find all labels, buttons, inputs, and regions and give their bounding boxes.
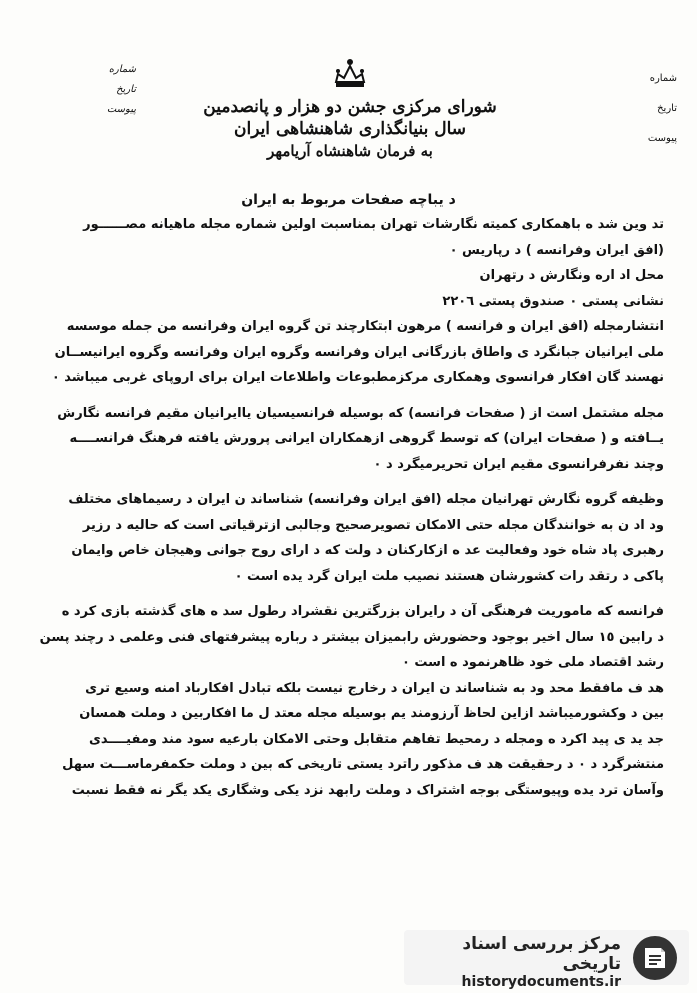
handwritten-date: تاریخ <box>116 84 136 95</box>
body-line: رشد اقتصاد ملی خود ظاهرنمود ه است ٠ <box>401 655 664 670</box>
body-line: وظیفه گروه نگارش تهرانیان مجله (افق ایران وفرانسه) شناساند ن ایران د رسیماهای مختلف <box>68 492 664 507</box>
body-line: وچند نفرفرانسوی مقیم ایران تحریرمیگرد د ٠ <box>373 456 664 472</box>
body-line: منتشرگرد د ٠ د رحقیقت هد ف مذکور راترد یستی تاریخی که بین د وملت حکمفرماســـت سهل <box>62 757 664 772</box>
crown-emblem-icon <box>330 52 370 90</box>
body-line: نشانی پستی ٠ صندوق پستی ٢٢٠٦ <box>442 293 664 309</box>
body-line: بین د وکشورمیباشد ازاین لحاظ آرزومند یم بوسیله مجله معتد ل ما افکاربین د وملت همسان <box>79 706 664 721</box>
body-line: هد ف مافقط محد ود به شناساند ن ایران د رخارج نیست بلکه تبادل افکارباد امنه وسیع تری <box>85 680 664 696</box>
handwritten-reference <box>46 60 136 120</box>
body-line: یــافته و ( صفحات ایران) که توسط گروهی ازهمکاران ایرانی پرورش یافته فرهنگ فرانســــه <box>69 431 664 446</box>
body-line: فرانسه که ماموریت فرهنگی آن د رایران بزرگترین نقشراد رطول سد ه های گذشته بازی کرد ه <box>61 604 664 619</box>
body-line: تد وین شد ه باهمکاری کمیته نگارشات تهران بمناسبت اولین شماره مجله ماهیانه مصــــــور <box>83 217 664 232</box>
motto: به فرمان شاهنشاه آریامهر <box>267 142 433 160</box>
watermark <box>404 930 689 990</box>
reference-labels <box>597 64 677 154</box>
body-line: محل اد اره ونگارش د رتهران <box>479 268 664 283</box>
number-label: شماره <box>649 73 677 84</box>
body-line: رهبری پاد شاه خود وفعالیت عد ه ازکارکنان د ولت که د ارای روح جوانی وهیجان خاص وایمان <box>71 543 664 558</box>
body-line: ود اد ن به خوانندگان مجله حتی الامکان تصویرصحیح وجالبی ازترقیاتی است که حالیه د رزیر <box>82 517 664 533</box>
body-line: (افق ایران وفرانسه ) د رپاریس ٠ <box>449 242 664 258</box>
body-line: جد ید ی پید اکرد ه ومجله د رمحیط تفاهم متقابل وحتی الامکان بارعیه سود مند ومفیــــدی <box>88 731 664 747</box>
watermark-name: مرکز بررسی اسناد تاریخی <box>462 934 621 974</box>
handwritten-number: شماره <box>108 64 136 75</box>
body-line: مجله مشتمل است از ( صفحات فرانسه) که بوسیله فرانسیسیان یاایرانیان مقیم فرانسه نگارش <box>57 405 664 421</box>
letterhead <box>200 52 500 160</box>
attachment-label: پیوست <box>647 133 677 144</box>
body-line: د رابین ١٥ سال اخیر بوجود وحضورش رابمیزان بیشتر د رباره پیشرفتهای فنی وعلمی د رچند پسن <box>39 629 664 645</box>
watermark-url: historydocuments.ir <box>461 974 621 990</box>
document-title: د یباچه صفحات مربوط به ایران <box>241 192 456 208</box>
body-line: وآسان ترد یده وپیوستگی بوجه اشتراک د وملت رابهد نزد یکی وشگاری یکد یگر نه فقط نسبت <box>71 782 664 798</box>
handwritten-attachment: پیوست <box>106 104 136 115</box>
body-line: پاکی د رتقد رات کشورشان هستند نصیب ملت ایران گرد یده است ٠ <box>234 568 664 584</box>
body-line: ملی ایرانیان جبانگرد ی واطاق بازرگانی ایران وفرانسه وگروه ایران وفرانسه وگروه ایرانیســان <box>54 344 664 360</box>
body-line: نهسند گان افکار فرانسوی وهمکاری مرکزمطبوعات واطلاعات ایران برای اروپای غربی میباشد ٠ <box>51 370 664 385</box>
archive-logo-icon <box>631 934 679 982</box>
body-line: انتشارمجله (افق ایران و فرانسه ) مرهون ابتکارچند تن گروه ایران وفرانسه من جمله موسسه <box>66 319 664 334</box>
council-name: شورای مرکزی جشن دو هزار و پانصدمین سال بنیانگذاری شاهنشاهی ایران <box>203 97 497 139</box>
document-body <box>30 212 664 803</box>
date-label: تاریخ <box>657 103 677 114</box>
watermark-text <box>404 934 621 990</box>
